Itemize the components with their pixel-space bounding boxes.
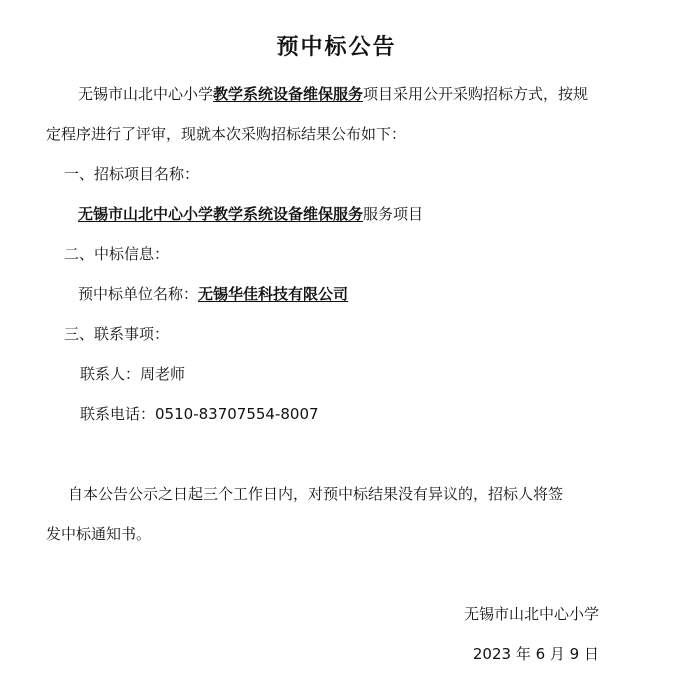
notice-line-2: 发中标通知书。 (46, 525, 152, 543)
section-1-project (78, 204, 423, 224)
intro-line-2: 定程序进行了评审，现就本次采购招标结果公布如下： (46, 125, 407, 143)
intro-school: 无锡市山北中心小学 (78, 85, 214, 103)
project-name: 无锡市山北中心小学教学系统设备维保服务 (78, 205, 364, 223)
section-3-heading: 三、联系事项： (64, 325, 170, 343)
intro-method: 项目采用公开采购招标方式，按规 (363, 85, 589, 103)
section-2-heading: 二、中标信息： (64, 245, 170, 263)
contact-person: 联系人：周老师 (80, 365, 186, 383)
notice-line-1: 自本公告公示之日起三个工作日内，对预中标结果没有异议的，招标人将签 (68, 485, 564, 503)
document-title: 预中标公告 (276, 35, 397, 60)
project-suffix: 服务项目 (363, 205, 424, 223)
issuer-name: 无锡市山北中心小学 (463, 605, 599, 623)
intro-project-name: 教学系统设备维保服务 (213, 85, 364, 103)
winner-line (78, 284, 348, 304)
intro-line-1 (78, 84, 588, 104)
issue-date: 2023 年 6 月 9 日 (472, 645, 599, 663)
contact-phone: 0510-83707554-8007 (155, 405, 319, 423)
winner-label: 预中标单位名称： (78, 285, 199, 303)
winner-name: 无锡华佳科技有限公司 (198, 285, 349, 303)
contact-phone-label: 联系电话： (80, 405, 156, 423)
contact-phone-line (80, 404, 319, 424)
section-1-heading: 一、招标项目名称： (64, 165, 200, 183)
